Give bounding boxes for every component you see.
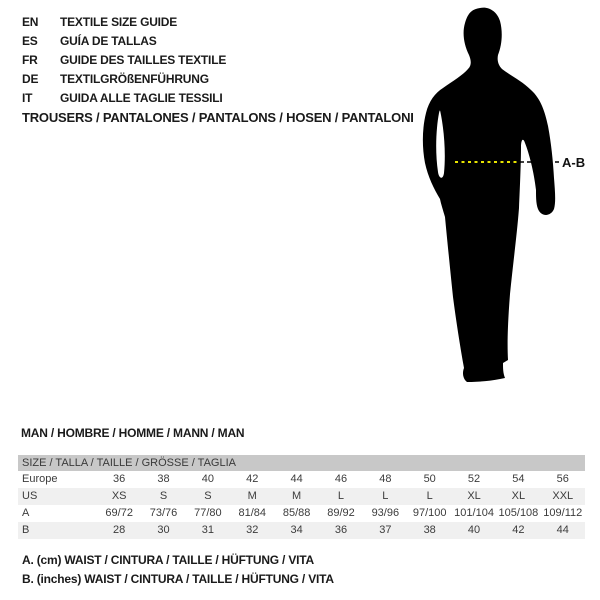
size-value-cell: 46 (334, 473, 348, 485)
table-row (18, 488, 585, 505)
size-value-cell: L (382, 490, 389, 502)
language-row-en (22, 12, 226, 31)
size-table-body (18, 471, 585, 539)
size-value-cell: 37 (379, 524, 392, 536)
size-value-cell: 56 (556, 473, 569, 485)
size-value-cell: XXL (552, 490, 574, 502)
language-label: TEXTILE SIZE GUIDE (60, 14, 178, 29)
size-value-cell: S (204, 490, 212, 502)
size-value-cell: 44 (556, 524, 569, 536)
size-value-cell: 34 (290, 524, 303, 536)
language-label: GUIDA ALLE TAGLIE TESSILI (60, 90, 223, 105)
language-row-it (22, 88, 226, 107)
size-value-cell: 40 (467, 524, 481, 536)
size-value-cell: 97/100 (412, 507, 447, 519)
man-silhouette-path (423, 8, 555, 382)
man-silhouette-icon (410, 2, 590, 402)
size-value-cell: L (337, 490, 345, 502)
gender-title: MAN / HOMBRE / HOMME / MANN / MAN (21, 426, 245, 440)
size-value-cell: XL (511, 490, 526, 502)
size-value-cell: 69/72 (105, 507, 133, 519)
table-row (18, 522, 585, 539)
size-value-cell: 44 (290, 473, 303, 485)
row-label: Europe (22, 473, 58, 485)
language-row-fr (22, 50, 226, 69)
size-value-cell: 54 (512, 473, 525, 485)
category-title: TROUSERS / PANTALONES / PANTALONS / HOSEN / PANTALONI (22, 110, 414, 125)
size-value-cell: 93/96 (371, 507, 400, 519)
size-value-cell: 36 (113, 473, 126, 485)
table-row (18, 471, 585, 488)
size-value-cell: L (426, 490, 433, 502)
size-value-cell: 50 (423, 473, 436, 485)
row-label: B (22, 524, 30, 536)
size-value-cell: 73/76 (149, 507, 178, 519)
size-table (18, 455, 585, 539)
size-value-cell: 105/108 (498, 507, 539, 519)
size-value-cell: 42 (246, 473, 259, 485)
footnote-a: A. (cm) WAIST / CINTURA / TAILLE / HÜFTUNG / VITA (22, 553, 314, 567)
size-value-cell: 89/92 (327, 507, 355, 519)
size-value-cell: 36 (334, 524, 348, 536)
size-value-cell: 42 (512, 524, 525, 536)
language-code: ES (22, 33, 38, 48)
size-value-cell: 31 (201, 524, 215, 536)
size-value-cell: S (159, 490, 168, 502)
footnote-b: B. (inches) WAIST / CINTURA / TAILLE / HÜFTUNG / VITA (22, 572, 334, 586)
language-row-de (22, 69, 226, 88)
language-code: FR (22, 52, 38, 67)
size-value-cell: 101/104 (454, 507, 494, 519)
size-value-cell: 38 (157, 473, 170, 485)
language-code: DE (22, 71, 39, 86)
language-label: GUÍA DE TALLAS (60, 33, 157, 48)
language-row-es (22, 31, 226, 50)
size-value-cell: 48 (379, 473, 392, 485)
size-value-cell: 109/112 (543, 507, 583, 519)
row-label: US (22, 490, 38, 502)
measure-label: A-B (562, 155, 586, 170)
size-value-cell: XL (467, 490, 481, 502)
size-table-header: SIZE / TALLA / TAILLE / GRÖSSE / TAGLIA (18, 455, 585, 471)
footnotes (22, 551, 334, 589)
size-value-cell: 81/84 (238, 507, 267, 519)
language-code: IT (22, 90, 33, 105)
size-value-cell: 28 (113, 524, 126, 536)
language-label: TEXTILGRÖßENFÜHRUNG (60, 71, 209, 86)
language-code: EN (22, 14, 39, 29)
size-value-cell: 38 (423, 524, 436, 536)
size-value-cell: 40 (201, 473, 215, 485)
size-value-cell: 52 (467, 473, 481, 485)
row-label: A (22, 507, 30, 519)
size-value-cell: M (292, 490, 302, 502)
size-value-cell: 30 (157, 524, 170, 536)
size-value-cell: 32 (246, 524, 259, 536)
size-value-cell: M (247, 490, 257, 502)
language-list (22, 12, 226, 107)
man-silhouette-figure (410, 2, 590, 402)
size-value-cell: 77/80 (194, 507, 222, 519)
table-row (18, 505, 585, 522)
language-label: GUIDE DES TAILLES TEXTILE (60, 52, 227, 67)
size-value-cell: XS (111, 490, 127, 502)
size-value-cell: 85/88 (282, 507, 311, 519)
